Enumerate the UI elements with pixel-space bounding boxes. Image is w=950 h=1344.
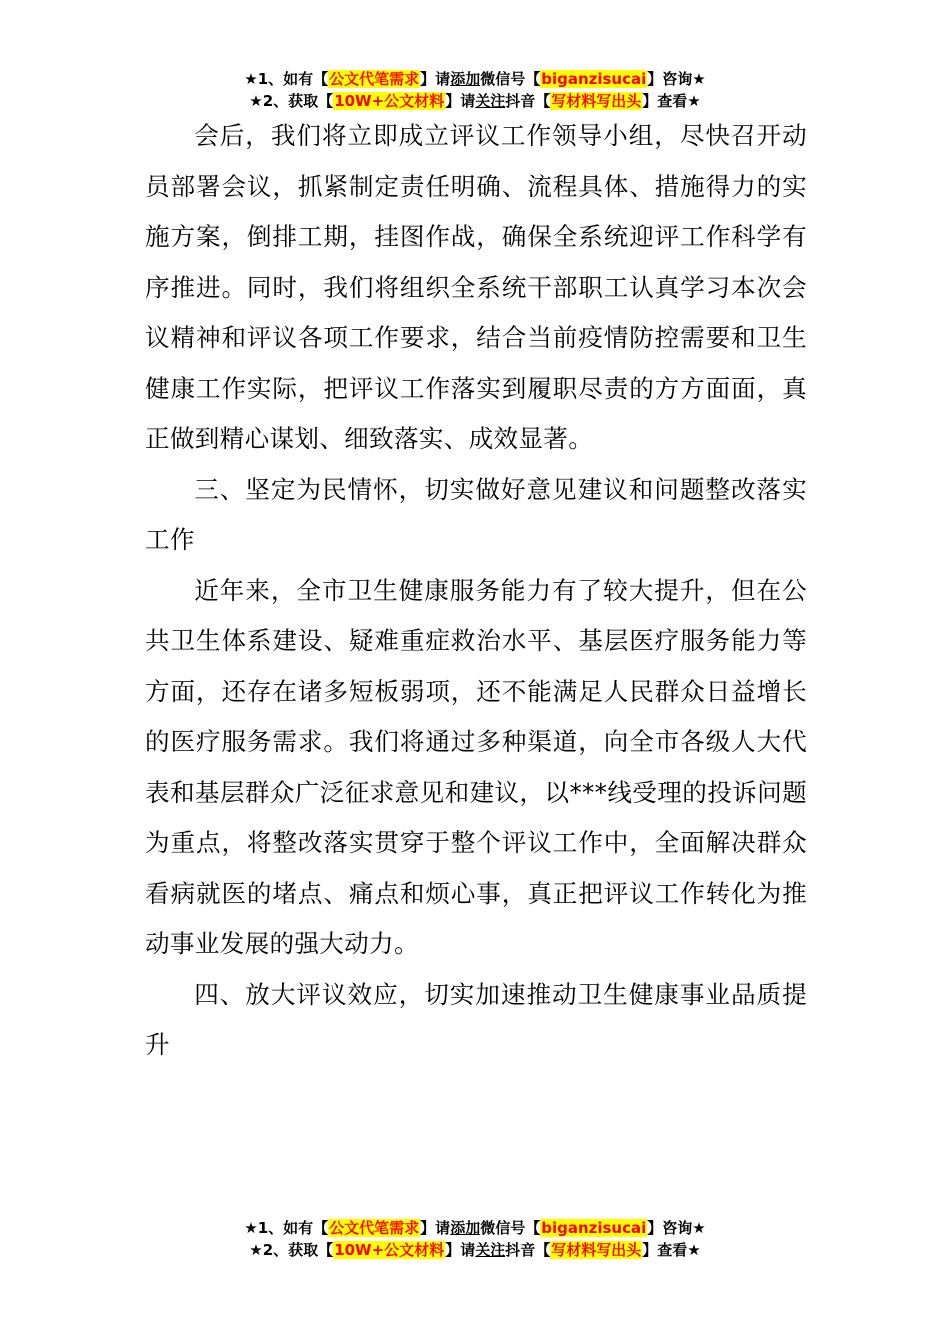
banner-text: ★1、如有【: [244, 70, 329, 88]
banner-text: 】请: [420, 70, 451, 88]
banner-underlined-text: 关注: [475, 1241, 506, 1259]
banner-text: 】咨询★: [647, 1219, 706, 1237]
banner-line-1: [0, 68, 950, 90]
banner-highlight: biganzisucai: [541, 1219, 647, 1237]
banner-highlight: 10W+公文材料: [334, 92, 445, 110]
banner-text: 抖音【: [505, 1241, 551, 1259]
banner-text: 抖音【: [505, 92, 551, 110]
banner-underlined-text: 添加: [450, 70, 481, 88]
banner-highlight: 公文代笔需求: [329, 70, 420, 88]
banner-text: 】请: [445, 92, 476, 110]
banner-highlight: 写材料写出头: [551, 1241, 642, 1259]
banner-text: 】请: [420, 1219, 451, 1237]
banner-text: 微信号【: [480, 70, 541, 88]
footer-banner: [0, 1217, 950, 1261]
banner-highlight: biganzisucai: [541, 70, 647, 88]
banner-text: 】请: [445, 1241, 476, 1259]
paragraph: 会后，我们将立即成立评议工作领导小组，尽快召开动员部署会议，抓紧制定责任明确、流程具体、措施得力的实施方案，倒排工期，挂图作战，确保全系统迎评工作科学有序推进。同时，我们将组织全系统干部职工认真学习本次会议精神和评议各项工作要求，结合当前疫情防控需要和卫生健康工作实际，把评议工作落实到履职尽责的方方面面，真正做到精心谋划、细致落实、成效显著。: [145, 121, 807, 453]
banner-line-2: [0, 1239, 950, 1261]
banner-line-2: [0, 90, 950, 112]
banner-underlined-text: 添加: [450, 1219, 481, 1237]
banner-highlight: 公文代笔需求: [329, 1219, 420, 1237]
banner-text: ★2、获取【: [249, 1241, 334, 1259]
section-heading: 三、坚定为民情怀，切实做好意见建议和问题整改落实工作: [145, 474, 807, 554]
banner-text: 】查看★: [642, 1241, 701, 1259]
banner-text: 微信号【: [480, 1219, 541, 1237]
banner-text: 】咨询★: [647, 70, 706, 88]
banner-text: 】查看★: [642, 92, 701, 110]
banner-line-1: [0, 1217, 950, 1239]
banner-highlight: 10W+公文材料: [334, 1241, 445, 1259]
banner-underlined-text: 关注: [475, 92, 506, 110]
banner-text: ★2、获取【: [249, 92, 334, 110]
banner-highlight: 写材料写出头: [551, 92, 642, 110]
paragraph: 近年来，全市卫生健康服务能力有了较大提升，但在公共卫生体系建设、疑难重症救治水平、基层医疗服务能力等方面，还存在诸多短板弱项，还不能满足人民群众日益增长的医疗服务需求。我们将通过多种渠道，向全市各级人大代表和基层群众广泛征求意见和建议，以***线受理的投诉问题为重点，将整改落实贯穿于整个评议工作中，全面解决群众看病就医的堵点、痛点和烦心事，真正把评议工作转化为推动事业发展的强大动力。: [145, 575, 807, 958]
banner-text: ★1、如有【: [244, 1219, 329, 1237]
header-banner: [0, 68, 950, 112]
document-body: [145, 111, 807, 1071]
section-heading: 四、放大评议效应，切实加速推动卫生健康事业品质提升: [145, 979, 807, 1059]
